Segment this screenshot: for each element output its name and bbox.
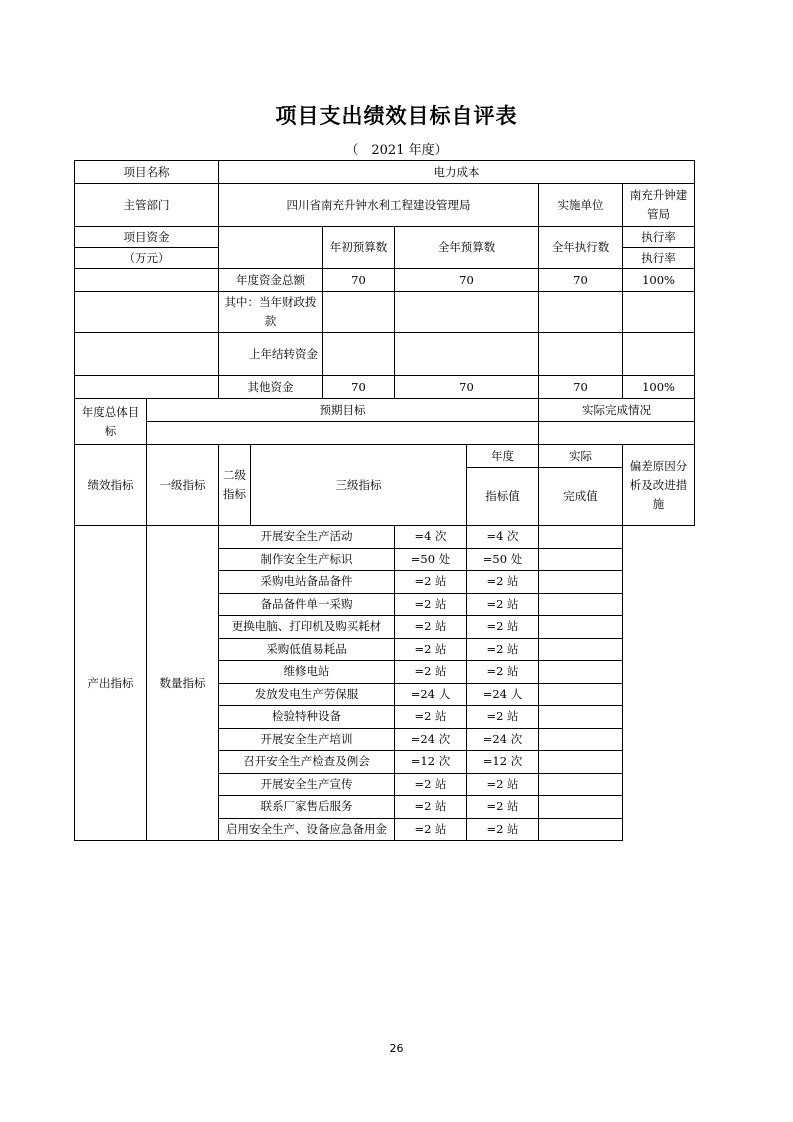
indicator-name: 开展安全生产宣传 bbox=[219, 773, 395, 796]
indicator-rows bbox=[75, 526, 695, 841]
indicator-name: 启用安全生产、设备应急备用金 bbox=[219, 818, 395, 841]
indicator-actual: =2 站 bbox=[467, 773, 539, 796]
annual-total-initial: 70 bbox=[323, 269, 395, 292]
annual-goal-label: 年度总体目标 bbox=[75, 399, 147, 445]
indicator-deviation bbox=[539, 706, 623, 729]
indicator-name: 采购低值易耗品 bbox=[219, 638, 395, 661]
impl-unit-label: 实施单位 bbox=[539, 184, 623, 227]
indicator-deviation bbox=[539, 616, 623, 639]
actual-status-header: 实际完成情况 bbox=[539, 399, 695, 422]
year-subtitle: （ 2021 年度） bbox=[345, 143, 448, 158]
indicator-target: =2 站 bbox=[395, 773, 467, 796]
row-other-funds bbox=[75, 376, 695, 399]
indicator-target: =24 次 bbox=[395, 728, 467, 751]
row-dept bbox=[75, 184, 695, 227]
indicator-deviation bbox=[539, 796, 623, 819]
indicator-target: =2 站 bbox=[395, 706, 467, 729]
indicator-actual: =2 站 bbox=[467, 661, 539, 684]
project-name-label: 项目名称 bbox=[75, 161, 219, 184]
indicator-actual: =24 人 bbox=[467, 683, 539, 706]
initial-budget-header: 年初预算数 bbox=[323, 227, 395, 269]
row-carryover bbox=[75, 333, 695, 376]
annual-total-annual: 70 bbox=[395, 269, 539, 292]
indicator-deviation bbox=[539, 571, 623, 594]
indicator-name: 开展安全生产活动 bbox=[219, 526, 395, 549]
indicator-target: =50 处 bbox=[395, 548, 467, 571]
funds-label: 项目资金 bbox=[75, 227, 219, 248]
annual-total-rate: 100% bbox=[623, 269, 695, 292]
indicator-target: =2 站 bbox=[395, 638, 467, 661]
indicator-actual: =4 次 bbox=[467, 526, 539, 549]
indicator-actual: =2 站 bbox=[467, 638, 539, 661]
fiscal-label: 其中：当年财政拨款 bbox=[219, 292, 323, 333]
expected-goal-header: 预期目标 bbox=[147, 399, 539, 422]
page-number: 26 bbox=[389, 1042, 404, 1055]
row-indicator-header-1 bbox=[75, 445, 695, 468]
indicator-target: =4 次 bbox=[395, 526, 467, 549]
indicator-deviation bbox=[539, 773, 623, 796]
indicator-name: 更换电脑、打印机及购买耗材 bbox=[219, 616, 395, 639]
row-project-name bbox=[75, 161, 695, 184]
row-annual-total bbox=[75, 269, 695, 292]
indicator-deviation bbox=[539, 526, 623, 549]
expected-goal-value bbox=[147, 422, 539, 445]
self-evaluation-table bbox=[74, 160, 695, 841]
indicator-target: =2 站 bbox=[395, 616, 467, 639]
indicator-name: 联系厂家售后服务 bbox=[219, 796, 395, 819]
level2-header: 二级指标 bbox=[219, 445, 251, 526]
target-val-header: 指标值 bbox=[467, 468, 539, 526]
indicator-target: =2 站 bbox=[395, 593, 467, 616]
indicator-name: 开展安全生产培训 bbox=[219, 728, 395, 751]
indicator-actual: =2 站 bbox=[467, 818, 539, 841]
row-goal-content bbox=[75, 422, 695, 445]
completed-val-header: 完成值 bbox=[539, 468, 623, 526]
indicator-name: 检验特种设备 bbox=[219, 706, 395, 729]
row-goal-header bbox=[75, 399, 695, 422]
other-rate: 100% bbox=[623, 376, 695, 399]
indicator-name: 召开安全生产检查及例会 bbox=[219, 751, 395, 774]
annual-budget-header: 全年预算数 bbox=[395, 227, 539, 269]
project-name-value: 电力成本 bbox=[219, 161, 695, 184]
indicator-target: =2 站 bbox=[395, 818, 467, 841]
indicator-actual: =2 站 bbox=[467, 706, 539, 729]
other-exec: 70 bbox=[539, 376, 623, 399]
indicator-actual: =24 次 bbox=[467, 728, 539, 751]
other-initial: 70 bbox=[323, 376, 395, 399]
row-fiscal bbox=[75, 292, 695, 333]
exec-rate-header-2: 执行率 bbox=[623, 248, 695, 269]
indicator-deviation bbox=[539, 728, 623, 751]
indicator-row bbox=[75, 526, 695, 549]
exec-rate-header: 执行率 bbox=[623, 227, 695, 248]
indicator-deviation bbox=[539, 683, 623, 706]
level1-header: 一级指标 bbox=[147, 445, 219, 526]
other-annual: 70 bbox=[395, 376, 539, 399]
indicator-deviation bbox=[539, 661, 623, 684]
indicator-actual: =12 次 bbox=[467, 751, 539, 774]
indicator-name: 采购电站备品备件 bbox=[219, 571, 395, 594]
indicator-actual: =50 处 bbox=[467, 548, 539, 571]
indicator-target: =2 站 bbox=[395, 796, 467, 819]
annual-total-label: 年度资金总额 bbox=[219, 269, 323, 292]
quantity-indicator-label: 数量指标 bbox=[147, 526, 219, 841]
page-title: 项目支出绩效目标自评表 bbox=[275, 104, 518, 128]
impl-unit-value: 南充升钟建管局 bbox=[623, 184, 695, 227]
annual-total-exec: 70 bbox=[539, 269, 623, 292]
perf-indicators-label: 绩效指标 bbox=[75, 445, 147, 526]
row-funds-header-1 bbox=[75, 227, 695, 248]
indicator-target: =2 站 bbox=[395, 661, 467, 684]
other-label: 其他资金 bbox=[219, 376, 323, 399]
indicator-target: =12 次 bbox=[395, 751, 467, 774]
dept-value: 四川省南充升钟水利工程建设管理局 bbox=[219, 184, 539, 227]
indicator-deviation bbox=[539, 638, 623, 661]
indicator-deviation bbox=[539, 818, 623, 841]
indicator-deviation bbox=[539, 548, 623, 571]
indicator-name: 维修电站 bbox=[219, 661, 395, 684]
year-header: 年度 bbox=[467, 445, 539, 468]
funds-unit-label: （万元） bbox=[75, 248, 219, 269]
indicator-actual: =2 站 bbox=[467, 593, 539, 616]
indicator-name: 发放发电生产劳保服 bbox=[219, 683, 395, 706]
indicator-name: 备品备件单一采购 bbox=[219, 593, 395, 616]
deviation-header: 偏差原因分析及改进措施 bbox=[623, 445, 695, 526]
level3-header: 三级指标 bbox=[251, 445, 467, 526]
indicator-target: =24 人 bbox=[395, 683, 467, 706]
actual-status-value bbox=[539, 422, 695, 445]
indicator-deviation bbox=[539, 751, 623, 774]
indicator-actual: =2 站 bbox=[467, 571, 539, 594]
indicator-actual: =2 站 bbox=[467, 796, 539, 819]
dept-label: 主管部门 bbox=[75, 184, 219, 227]
indicator-target: =2 站 bbox=[395, 571, 467, 594]
indicator-deviation bbox=[539, 593, 623, 616]
output-indicator-label: 产出指标 bbox=[75, 526, 147, 841]
indicator-name: 制作安全生产标识 bbox=[219, 548, 395, 571]
indicator-actual: =2 站 bbox=[467, 616, 539, 639]
annual-exec-header: 全年执行数 bbox=[539, 227, 623, 269]
actual-header: 实际 bbox=[539, 445, 623, 468]
carryover-label: 上年结转资金 bbox=[219, 333, 323, 376]
